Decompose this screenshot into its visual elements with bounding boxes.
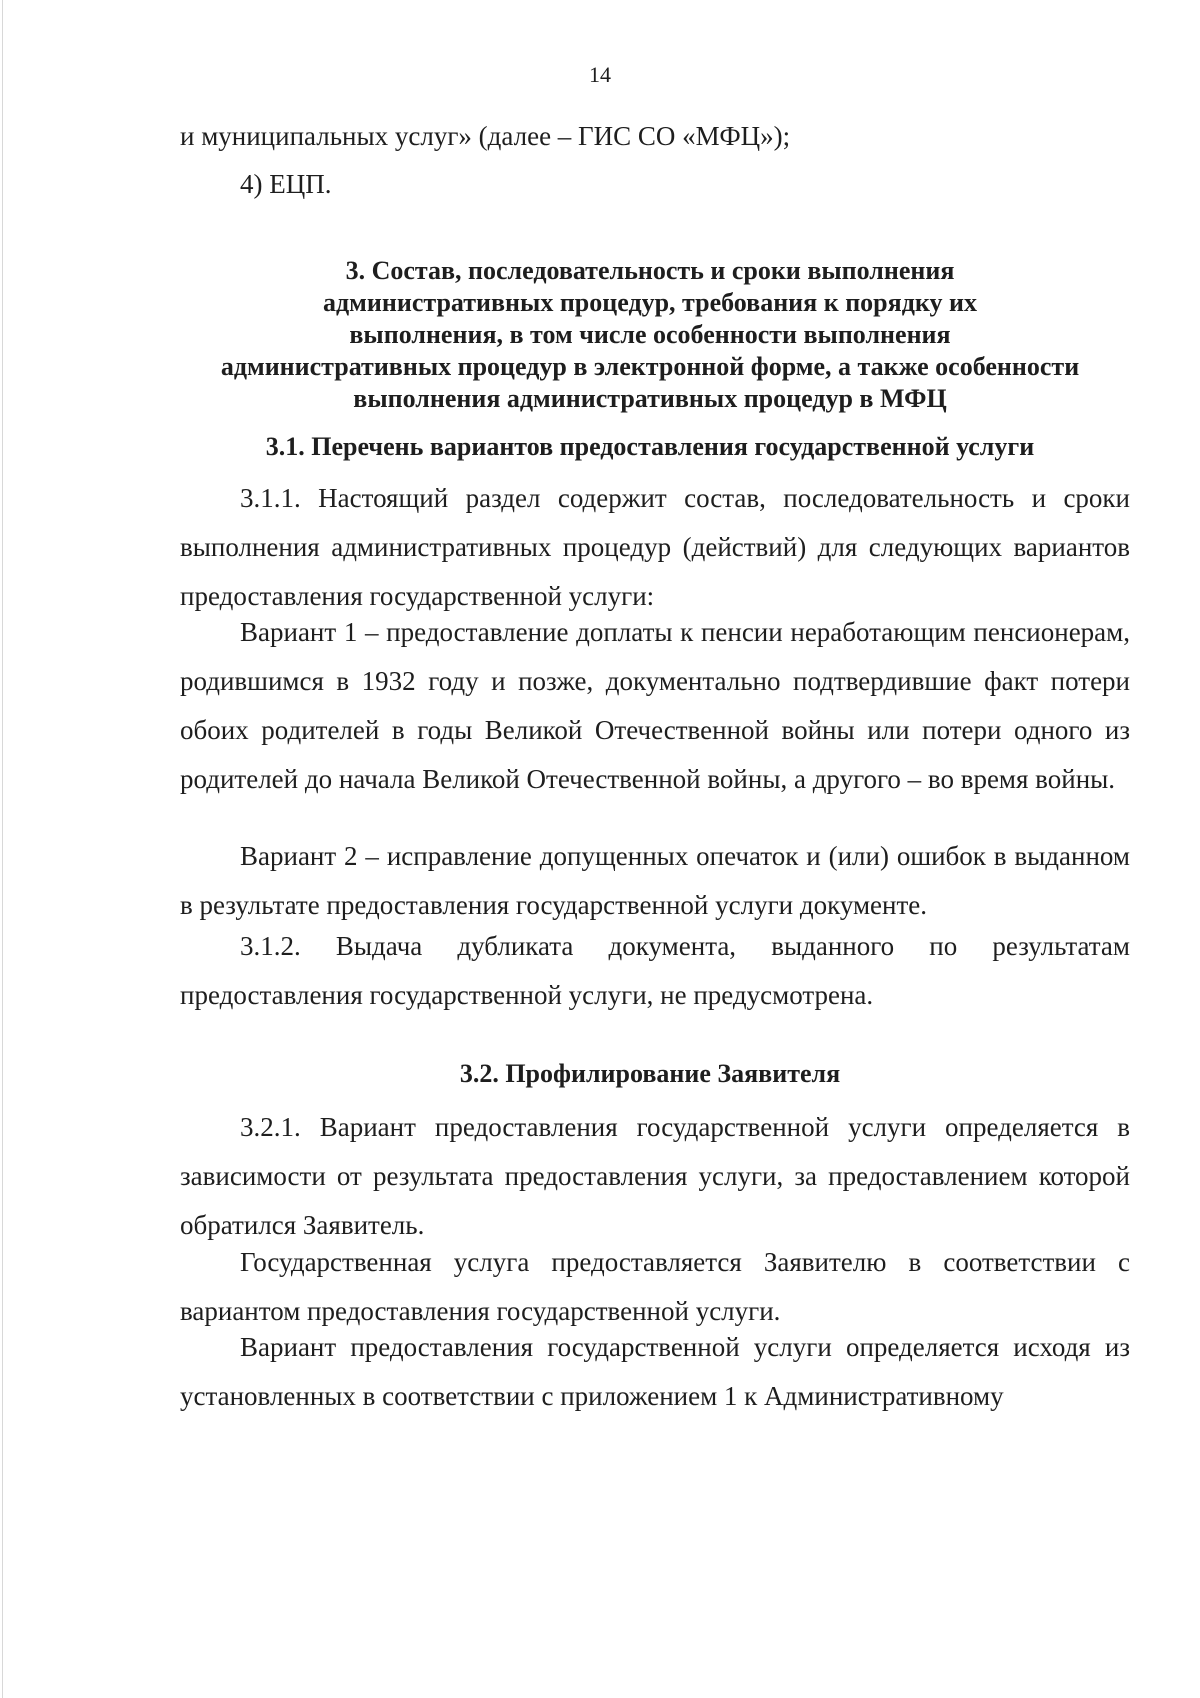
paragraph-3-1-1: 3.1.1. Настоящий раздел содержит состав, последовательность и сроки выполнения административных процедур (действий) для следующих вариантов предоставления государственной услуги: [180, 483, 1130, 611]
section-3-title-line: выполнения, в том числе особенности выполнения [349, 320, 951, 349]
section-3-title-line: 3. Состав, последовательность и сроки выполнения [345, 256, 955, 285]
paragraph-variant-2: Вариант 2 – исправление допущенных опечаток и (или) ошибок в выданном в результате предоставления государственной услуги документе. [180, 841, 1130, 920]
section-3-1-title: 3.1. Перечень вариантов предоставления государственной услуги [265, 432, 1035, 461]
paragraph-3-2-1: 3.2.1. Вариант предоставления государственной услуги определяется в зависимости от результата предоставления услуги, за предоставлением которой обратился Заявитель. [180, 1112, 1130, 1240]
paragraph-3-1-2: 3.1.2. Выдача дубликата документа, выданного по результатам предоставления государственной услуги, не предусмотрена. [180, 931, 1130, 1010]
paragraph-3-2-p2: Государственная услуга предоставляется Заявителю в соответствии с вариантом предоставления государственной услуги. [180, 1247, 1130, 1326]
section-3-title-line: выполнения административных процедур в МФЦ [353, 384, 947, 413]
section-3-title-line: административных процедур в электронной форме, а также особенности [220, 352, 1080, 381]
page-number: 14 [589, 62, 611, 87]
section-3-title-line: административных процедур, требования к порядку их [323, 288, 977, 317]
section-3-2-title: 3.2. Профилирование Заявителя [459, 1059, 841, 1088]
paragraph-variant-1: Вариант 1 – предоставление доплаты к пенсии неработающим пенсионерам, родившимся в 1932 году и позже, документально подтвердившие факт потери обоих родителей в годы Великой Отечественной войны или потери одного из родителей до начала Великой Отечественной войны, а другого – во время войны. [180, 617, 1130, 794]
scan-edge-line [2, 0, 3, 1698]
intro-continuation: и муниципальных услуг» (далее – ГИС СО «МФЦ»); [180, 121, 791, 151]
intro-item-4: 4) ЕЦП. [240, 169, 332, 199]
section-3-title [170, 255, 1130, 415]
paragraph-3-2-p3: Вариант предоставления государственной услуги определяется исходя из установленных в соответствии с приложением 1 к Административному [180, 1332, 1130, 1411]
